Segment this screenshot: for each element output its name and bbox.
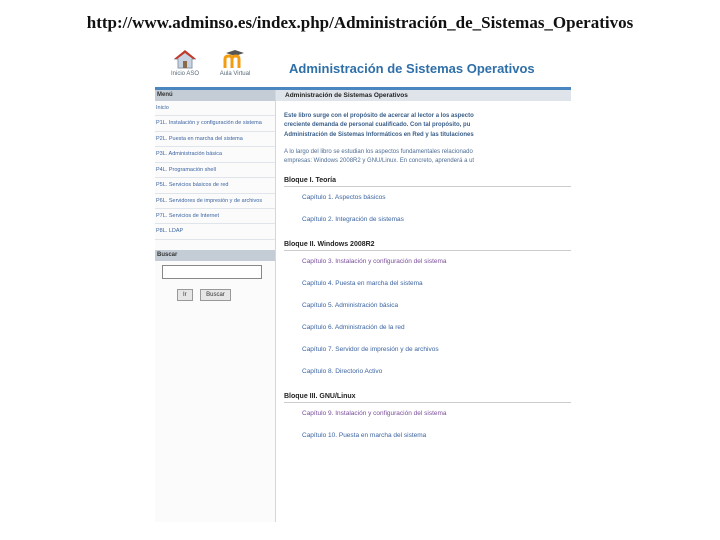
page-heading: Administración de Sistemas Operativos (276, 90, 571, 101)
chapter-link-6[interactable]: Capítulo 6. Administración de la red (302, 324, 405, 332)
chapter-link-8[interactable]: Capítulo 8. Directorio Activo (302, 368, 383, 376)
sidebar-item-p6l[interactable]: P6L. Servidores de impresión y de archivos (155, 194, 275, 209)
home-label: Inicio ASO (170, 71, 199, 77)
sidebar-item-p1l[interactable]: P1L. Instalación y configuración de sistema (155, 116, 275, 131)
search-button[interactable]: Buscar (200, 289, 231, 301)
intro-line: Administración de Sistemas Informáticos en Red y las titulaciones (284, 131, 474, 138)
description-line: empresas: Windows 2008R2 y GNU/Linux. En concreto, aprenderá a ut (284, 158, 475, 165)
intro-line: Este libro surge con el propósito de acercar al lector a los aspecto (284, 113, 474, 119)
sidebar (155, 90, 276, 522)
site-header (155, 47, 571, 87)
description-line: A lo largo del libro se estudian los aspectos fundamentales relacionado (284, 148, 473, 155)
chapter-link-1[interactable]: Capítulo 1. Aspectos básicos (302, 194, 386, 202)
chapter-link-5[interactable]: Capítulo 5. Administración básica (302, 302, 399, 310)
virtual-classroom-button[interactable] (215, 49, 255, 85)
sidebar-item-p7l[interactable]: P7L. Servicios de Internet (155, 209, 275, 224)
chapter-link-4[interactable]: Capítulo 4. Puesta en marcha del sistema (302, 280, 423, 288)
chapter-link-10[interactable]: Capítulo 10. Puesta en marcha del sistema (302, 432, 427, 440)
sidebar-item-p5l[interactable]: P5L. Servicios básicos de red (155, 178, 275, 193)
intro-paragraph (284, 112, 571, 140)
chapter-link-2[interactable]: Capítulo 2. Integración de sistemas (302, 216, 404, 224)
virtual-classroom-label: Aula Virtual (219, 71, 251, 77)
main-content (276, 90, 571, 522)
house-icon (174, 49, 196, 69)
intro-line: creciente demanda de personal cualificado. Con tal propósito, pu (284, 122, 471, 129)
go-button[interactable]: Ir (177, 289, 193, 301)
chapter-link-9[interactable]: Capítulo 9. Instalación y configuración del sistema (302, 410, 447, 418)
sidebar-item-inicio[interactable]: Inicio (155, 101, 275, 116)
website-screenshot (155, 47, 571, 522)
sidebar-item-p4l[interactable]: P4L. Programación shell (155, 163, 275, 178)
search-heading: Buscar (155, 250, 275, 261)
sidebar-item-p3l[interactable]: P3L. Administración básica (155, 147, 275, 162)
home-button[interactable] (165, 49, 205, 85)
moodle-icon (222, 49, 248, 69)
block-heading-3: Bloque III. GNU/Linux (284, 393, 571, 403)
site-banner-title: Administración de Sistemas Operativos (289, 61, 535, 76)
block-heading-2: Bloque II. Windows 2008R2 (284, 241, 571, 251)
sidebar-item-p8l[interactable]: P8L. LDAP (155, 224, 275, 239)
search-buttons (177, 283, 275, 301)
description-paragraph (284, 148, 571, 167)
chapter-link-7[interactable]: Capítulo 7. Servidor de impresión y de archivos (302, 346, 439, 354)
sidebar-item-p2l[interactable]: P2L. Puesta en marcha del sistema (155, 132, 275, 147)
menu-heading: Menú (155, 90, 275, 101)
search-input[interactable] (162, 265, 262, 279)
block-heading-1: Bloque I. Teoría (284, 177, 571, 187)
page-url-title: http://www.adminso.es/index.php/Administración_de_Sistemas_Operativos (86, 13, 634, 32)
chapter-link-3[interactable]: Capítulo 3. Instalación y configuración del sistema (302, 258, 447, 266)
